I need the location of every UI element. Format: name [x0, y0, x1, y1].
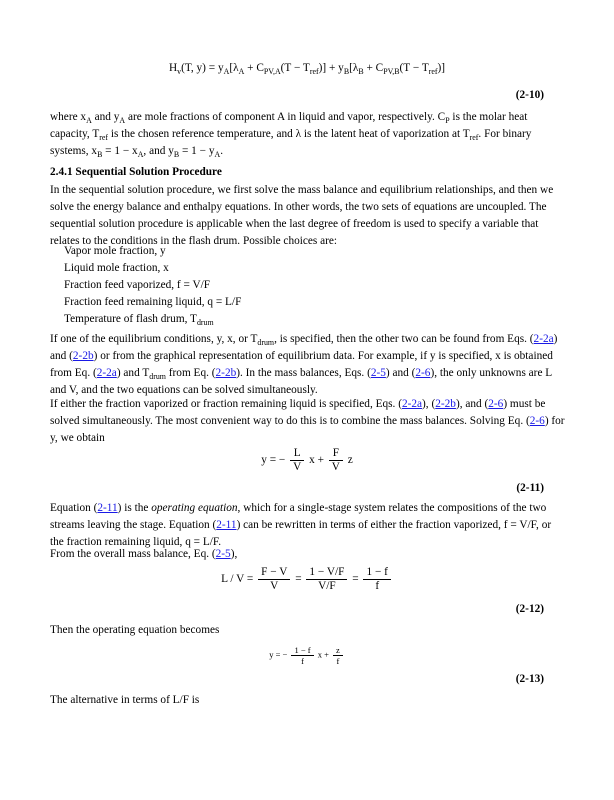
equation-link[interactable]: 2-2b: [72, 349, 94, 362]
equation-link[interactable]: 2-11: [97, 502, 118, 514]
paragraph-overall: From the overall mass balance, Eq. (2-5),: [50, 548, 238, 560]
equation-2-10: $H_v(T$, $y) = y_A[\lambda_A + C_{PV,A}(T - T_{ref})] + y_B[\lambda_B + C_{PV,B}(T - T_{ref})]$: [168, 62, 446, 76]
equation-link[interactable]: 2-2a: [533, 333, 554, 345]
equation-link[interactable]: 2-11: [216, 518, 237, 531]
equation-link[interactable]: 2-2a: [401, 398, 423, 410]
paragraph-sequential: In the sequential solution procedure, we first solve the mass balance and equilibrium relationships, and then we solve the energy balance and enthalpy equations. In other words, the two sets of equations are uncoupled. The sequential solution procedure is applicable when the last degree of freedom is used to specify a variable that relates to the conditions in the flash drum. Possible choices are:: [50, 184, 554, 247]
paragraph-where: where $x_A$ and $y_A$ are mole fractions of component A in liquid and vapor, respectively. $C_P$ is the molar heat capacity, $T_{ref}$ is the chosen reference temperature, and λ is the latent heat of vaporization at $T_{ref}$. For binary systems, $x_B = 1 - x_A$, and $y_B = 1 - y_A$.: [50, 111, 532, 159]
equation-number-2-10: (2-10): [515, 89, 544, 101]
equation-2-11: y = − $\frac{L}{V}$ x + $\frac{F}{V}$ z: [261, 447, 353, 473]
list-item: Fraction feed vaporized, f = V/F: [64, 279, 211, 291]
equation-link[interactable]: 2-2a: [96, 366, 117, 379]
list-item: Fraction feed remaining liquid, q = L/F: [64, 296, 242, 308]
list-item: Temperature of flash drum, $T_{drum}$: [64, 313, 214, 327]
equation-link[interactable]: 2-5: [215, 548, 231, 560]
equation-2-13: y = − $\frac{1 - f}{f}$ x + $\frac{z}{f}$: [0, 645, 614, 666]
paragraph-fraction: If either the fraction vaporized or fraction remaining liquid is specified, Eqs. (2-2a), (2-2b), and (2-6) must be solved simultaneously. The most convenient way to do this is to combine the mass balances. Solving Eq. (2-6) for y, we obtain: [50, 398, 565, 444]
paragraph-then: Then the operating equation becomes: [50, 624, 220, 636]
equation-number-2-11: (2-11): [516, 482, 544, 494]
equation-number-2-12: (2-12): [515, 603, 544, 615]
list-item: Vapor mole fraction, y: [64, 245, 166, 257]
equation-link[interactable]: 2-2b: [435, 398, 456, 410]
paragraph-equilibrium: If one of the equilibrium conditions, y, x, or $T_{drum}$, is specified, then the other two can be found from Eqs. (2-2a) and (2-2b) or from the graphical representation of equilibrium data. For example, if y is specified, x is obtained from Eq. (2-2a) and $T_{drum}$ from Eq. (2-2b). In the mass balances, Eqs. (2-5) and (2-6), the only unknowns are L and V, and the two equations can be solved simultaneously.: [50, 333, 558, 396]
paragraph-operating: Equation (2-11) is the operating equation, which for a single-stage system relates the compositions of the two streams leaving the stage. Equation (2-11) can be rewritten in terms of either the fraction vaporized, f = V/F, or the fraction remaining liquid, q = L/F.: [50, 502, 552, 548]
section-heading: 2.4.1 Sequential Solution Procedure: [50, 166, 222, 178]
equation-link[interactable]: 2-6: [529, 414, 545, 427]
list-item: Liquid mole fraction, x: [64, 262, 169, 274]
paragraph-alternative: The alternative in terms of L/F is: [50, 694, 200, 706]
equation-number-2-13: (2-13): [515, 673, 544, 685]
equation-link[interactable]: 2-2b: [215, 366, 237, 379]
equation-2-12: L / V = $\frac{F - V}{V}$ = $\frac{1 - V/F}{V/F}$ = $\frac{1 - f}{f}$: [0, 566, 614, 593]
equation-link[interactable]: 2-6: [415, 366, 431, 379]
equation-link[interactable]: 2-5: [370, 366, 386, 379]
equation-link[interactable]: 2-6: [488, 398, 504, 410]
